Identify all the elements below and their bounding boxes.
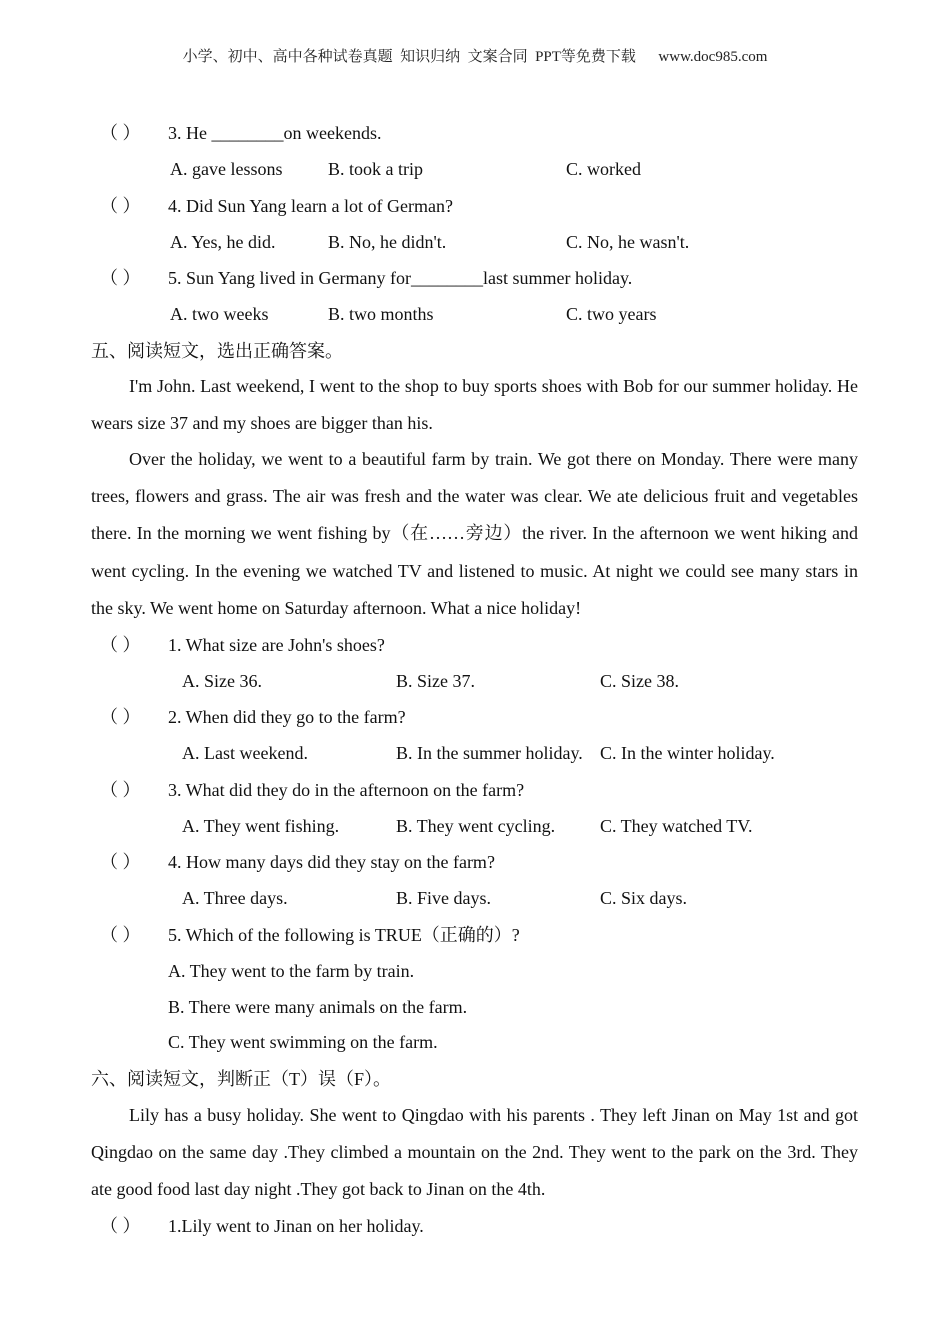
passage-text: I'm John. Last weekend, I went to the shop to buy sports shoes with Bob for our summer holiday. He wears size 37 and my shoes are bigger than his.: [91, 376, 858, 434]
option-b: B. In the summer holiday.: [396, 743, 583, 763]
answer-blank[interactable]: （ ）: [100, 123, 141, 143]
option-c: C. They went swimming on the farm.: [168, 1032, 438, 1052]
option-a: A. They went to the farm by train.: [168, 961, 415, 981]
option-c: C. worked: [566, 159, 641, 179]
answer-blank[interactable]: （ ）: [100, 925, 141, 945]
question-text: 5. Sun Yang lived in Germany for________last summer holiday.: [168, 268, 633, 288]
option-c: C. Size 38.: [600, 671, 679, 691]
page-header: 小学、初中、高中各种试卷真题 知识归纳 文案合同 PPT等免费下载 www.doc985.com: [182, 49, 768, 65]
answer-blank[interactable]: （ ）: [100, 1216, 141, 1236]
question-text: 4. Did Sun Yang learn a lot of German?: [168, 196, 453, 216]
option-a: A. Size 36.: [182, 671, 262, 691]
option-b: B. They went cycling.: [396, 816, 556, 836]
passage-text: Over the holiday, we went to a beautiful farm by train. We got there on Monday. There were many trees, flowers and grass. The air was fresh and the water was clear. We ate delicious fruit and vegetables there. In the morning we went fishing by（在……旁边）the river. In the afternoon we went hiking and went cycling. In the evening we watched TV and listened to music. At night we could see many stars in the sky. We went home on Saturday afternoon. What a nice holiday!: [91, 449, 858, 618]
option-a: A. Three days.: [182, 888, 288, 908]
question-text: 1.Lily went to Jinan on her holiday.: [168, 1216, 424, 1236]
option-c: C. They watched TV.: [600, 816, 753, 836]
passage-text: Lily has a busy holiday. She went to Qingdao with his parents . They left Jinan on May 1st and got Qingdao on the same day .They climbed a mountain on the 2nd. They went to the park on the 3rd. They ate good food last day night .They got back to Jinan on the 4th.: [91, 1105, 858, 1200]
option-c: C. No, he wasn't.: [566, 232, 690, 252]
question-text: 5. Which of the following is TRUE（正确的）?: [168, 925, 520, 945]
answer-blank[interactable]: （ ）: [100, 635, 141, 655]
answer-blank[interactable]: （ ）: [100, 196, 141, 216]
option-b: B. Size 37.: [396, 671, 475, 691]
option-c: C. two years: [566, 304, 657, 324]
option-a: A. They went fishing.: [182, 816, 340, 836]
option-b: B. No, he didn't.: [328, 232, 447, 252]
option-c: C. Six days.: [600, 888, 688, 908]
passage-paragraph-3: [91, 1097, 858, 1209]
option-c: C. In the winter holiday.: [600, 743, 775, 763]
option-a: A. two weeks: [170, 304, 269, 324]
passage-paragraph-1: [91, 368, 858, 442]
option-b: B. There were many animals on the farm.: [168, 997, 468, 1017]
question-text: 2. When did they go to the farm?: [168, 707, 406, 727]
option-a: A. gave lessons: [170, 159, 283, 179]
option-a: A. Yes, he did.: [170, 232, 276, 252]
option-b: B. Five days.: [396, 888, 492, 908]
answer-blank[interactable]: （ ）: [100, 780, 141, 800]
answer-blank[interactable]: （ ）: [100, 268, 141, 288]
section-title-6: 六、阅读短文，判断正（T）误（F）。: [91, 1069, 392, 1089]
question-text: 4. How many days did they stay on the farm?: [168, 852, 495, 872]
section-title-5: 五、阅读短文，选出正确答案。: [91, 341, 343, 361]
question-text: 3. What did they do in the afternoon on the farm?: [168, 780, 525, 800]
passage-paragraph-2: [91, 441, 858, 627]
question-text: 3. He ________on weekends.: [168, 123, 382, 143]
question-text: 1. What size are John's shoes?: [168, 635, 385, 655]
option-a: A. Last weekend.: [182, 743, 308, 763]
answer-blank[interactable]: （ ）: [100, 707, 141, 727]
answer-blank[interactable]: （ ）: [100, 852, 141, 872]
option-b: B. took a trip: [328, 159, 423, 179]
option-b: B. two months: [328, 304, 434, 324]
